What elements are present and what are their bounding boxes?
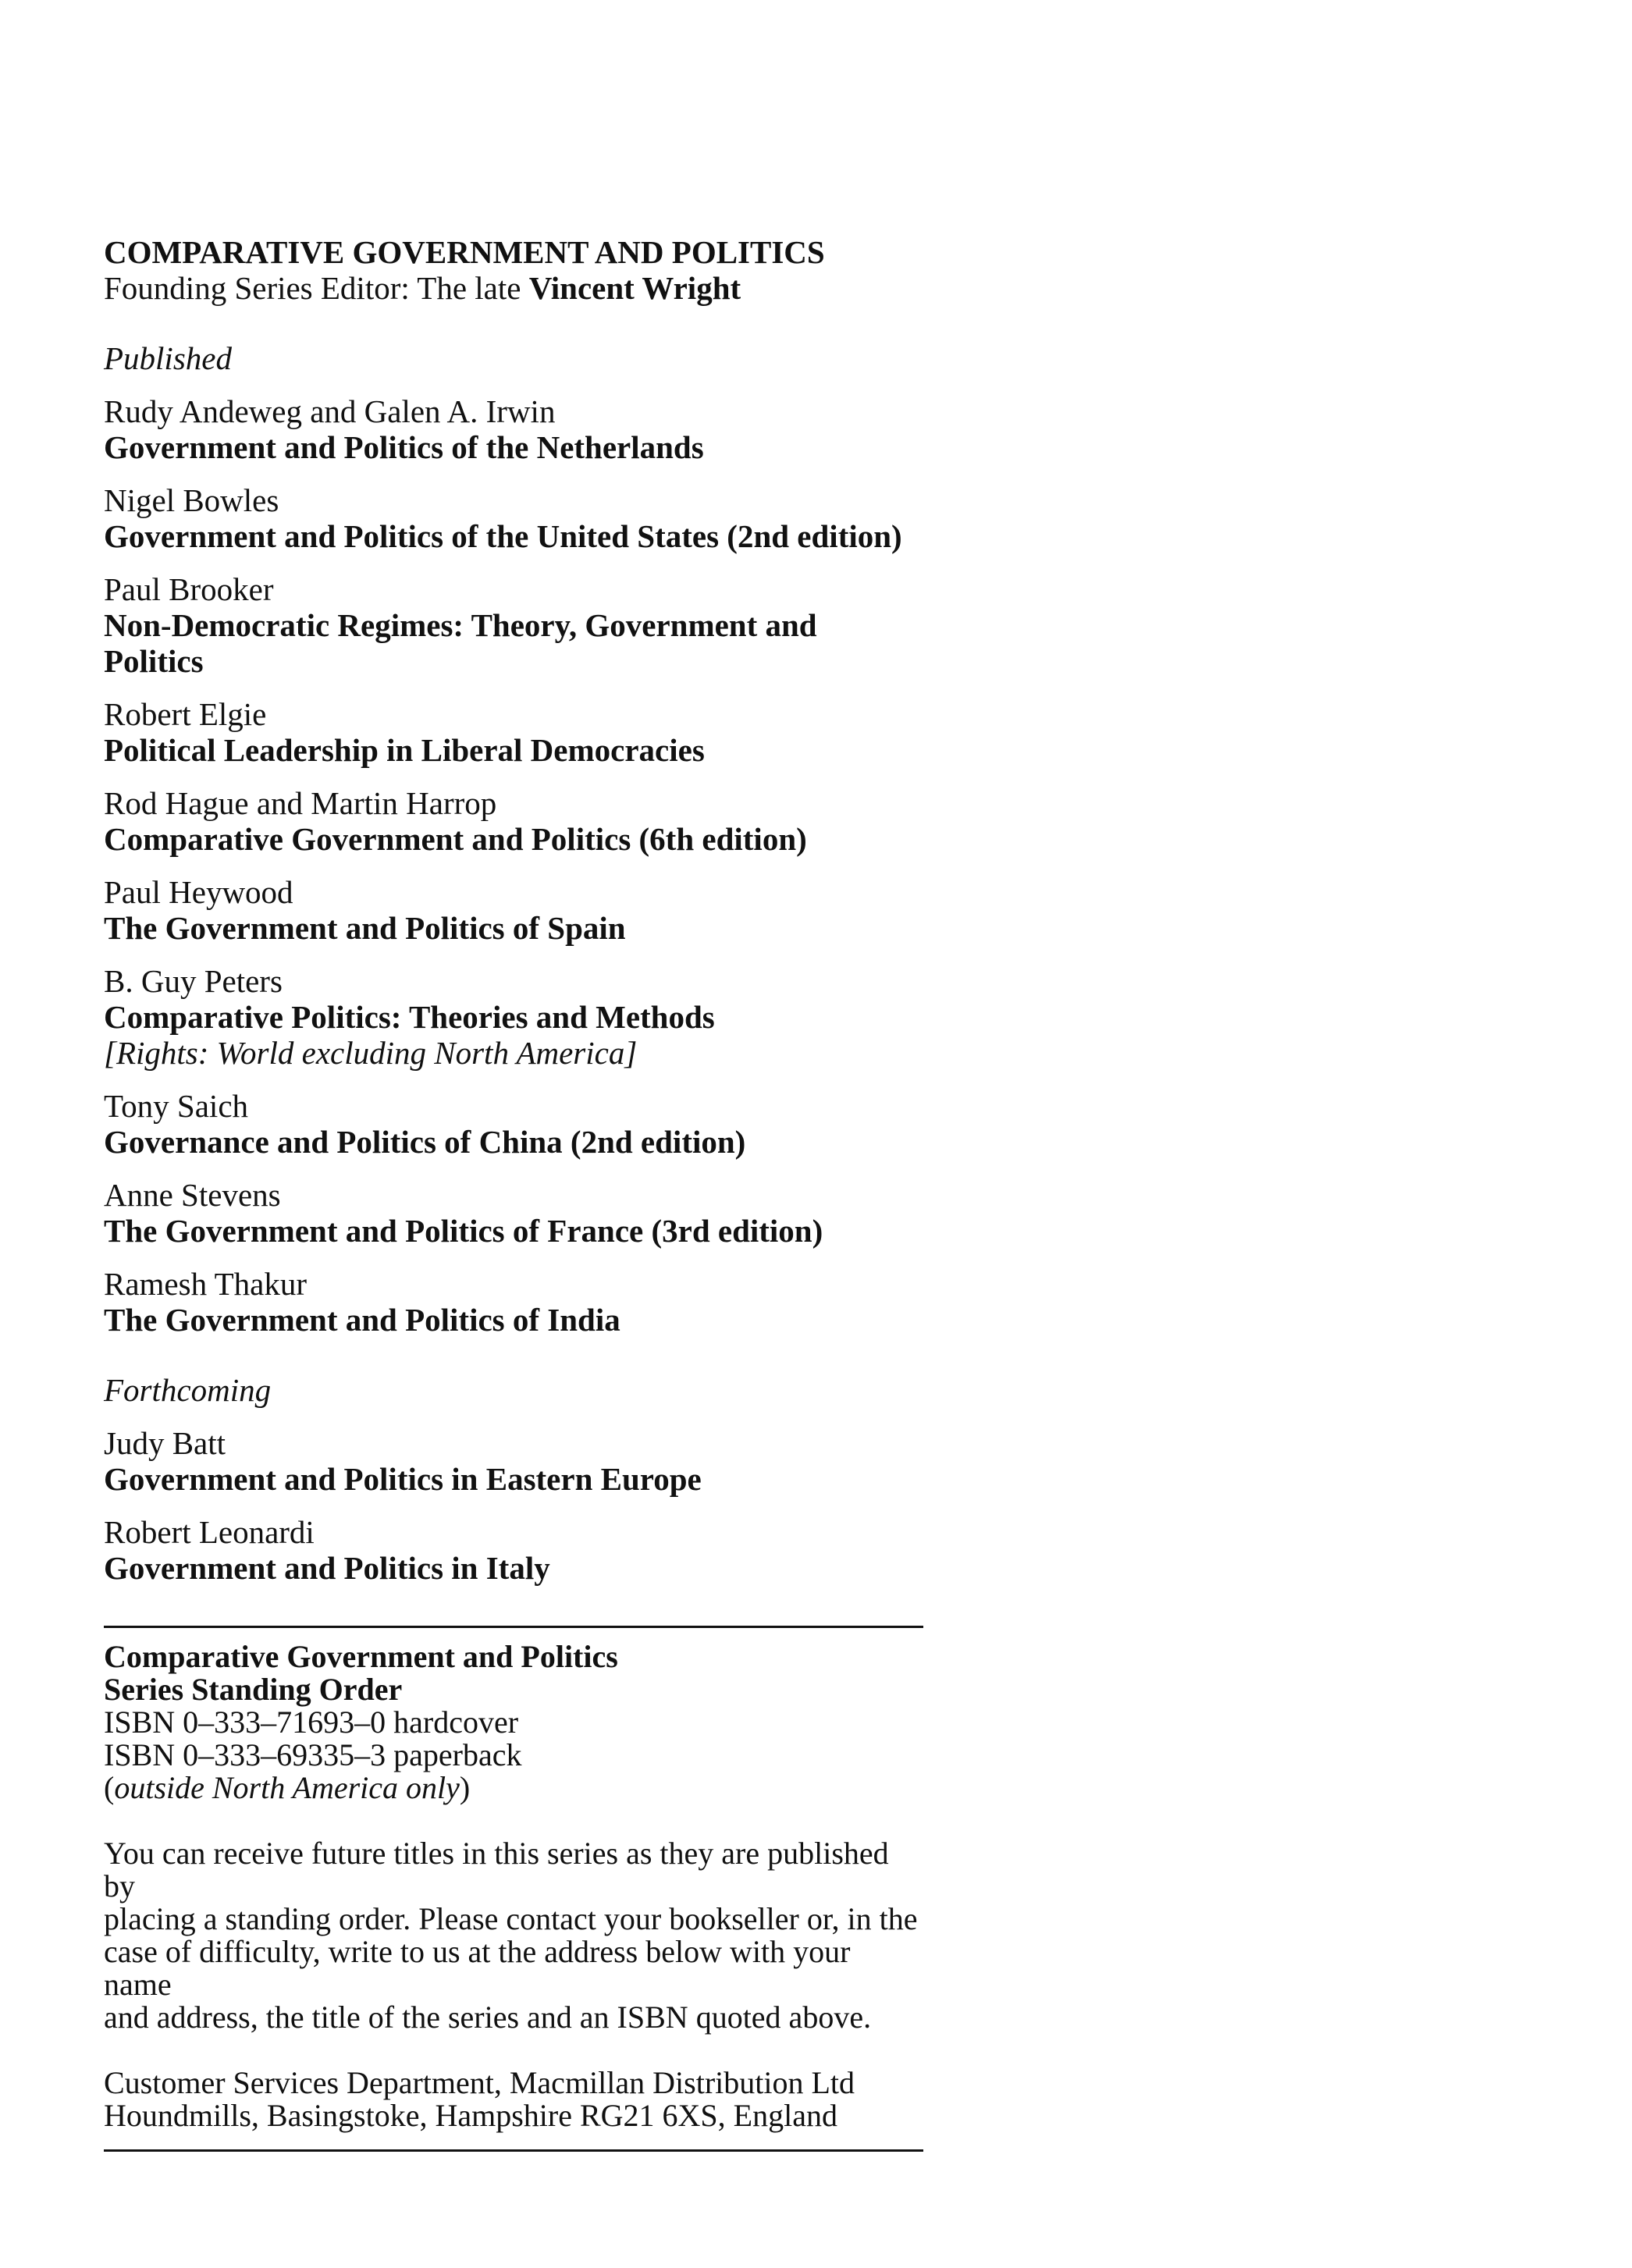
- book-entry: [104, 696, 923, 768]
- book-entry: [104, 1177, 923, 1249]
- book-entry: [104, 785, 923, 857]
- book-author: B. Guy Peters: [104, 963, 283, 999]
- region-note: [104, 1772, 923, 1804]
- book-author: Robert Elgie: [104, 696, 267, 732]
- book-entry: [104, 1514, 923, 1586]
- series-editor-line: [104, 270, 923, 306]
- book-entry: [104, 874, 923, 946]
- address-line: Houndmills, Basingstoke, Hampshire RG21 6XS, England: [104, 2098, 837, 2133]
- book-entry: [104, 393, 923, 465]
- book-entry: [104, 1266, 923, 1338]
- instructions-line: and address, the title of the series and an ISBN quoted above.: [104, 2000, 872, 2035]
- book-author: Judy Batt: [104, 1425, 226, 1461]
- book-title: Government and Politics of the Netherlands: [104, 429, 704, 465]
- standing-order-instructions: [104, 1837, 923, 2034]
- book-title: Government and Politics in Eastern Europe: [104, 1461, 702, 1497]
- region-note-open: (: [104, 1770, 115, 1805]
- book-title: Governance and Politics of China (2nd edition): [104, 1124, 746, 1160]
- book-author: Rod Hague and Martin Harrop: [104, 785, 497, 821]
- book-title: The Government and Politics of France (3rd edition): [104, 1213, 823, 1249]
- book-entry: [104, 1425, 923, 1497]
- standing-order-box: [104, 1626, 923, 2152]
- book-author: Nigel Bowles: [104, 482, 279, 518]
- instructions-line: case of difficulty, write to us at the address below with your name: [104, 1934, 851, 2002]
- editor-prefix: Founding Series Editor: The late: [104, 270, 529, 306]
- region-note-close: ): [459, 1770, 471, 1805]
- book-author: Ramesh Thakur: [104, 1266, 307, 1302]
- book-title: Non-Democratic Regimes: Theory, Government and Politics: [104, 607, 817, 679]
- address-line: Customer Services Department, Macmillan Distribution Ltd: [104, 2065, 855, 2100]
- book-title: Comparative Politics: Theories and Methods: [104, 999, 715, 1035]
- forthcoming-label: Forthcoming: [104, 1372, 272, 1408]
- book-title: Government and Politics of the United States (2nd edition): [104, 518, 902, 554]
- standing-order-subheading: Series Standing Order: [104, 1672, 403, 1707]
- book-rights-note: [Rights: World excluding North America]: [104, 1035, 638, 1071]
- book-entry: [104, 963, 923, 1071]
- series-page: [104, 234, 923, 1603]
- published-label: Published: [104, 340, 232, 376]
- book-title: Comparative Government and Politics (6th edition): [104, 821, 807, 857]
- book-author: Robert Leonardi: [104, 1514, 315, 1550]
- region-note-text: outside North America only: [114, 1770, 460, 1805]
- book-author: Paul Brooker: [104, 571, 274, 607]
- isbn-hardcover: ISBN 0–333–71693–0 hardcover: [104, 1705, 519, 1740]
- book-author: Anne Stevens: [104, 1177, 281, 1213]
- standing-order-heading: Comparative Government and Politics: [104, 1639, 618, 1674]
- editor-name: Vincent Wright: [528, 270, 741, 306]
- customer-services-address: [104, 2067, 923, 2132]
- book-title: Government and Politics in Italy: [104, 1550, 550, 1586]
- book-author: Rudy Andeweg and Galen A. Irwin: [104, 393, 556, 429]
- book-entry: [104, 1088, 923, 1160]
- book-author: Tony Saich: [104, 1088, 249, 1124]
- book-entry: [104, 571, 923, 679]
- book-title: The Government and Politics of Spain: [104, 910, 626, 946]
- book-title: The Government and Politics of India: [104, 1302, 620, 1338]
- book-entry: [104, 482, 923, 554]
- instructions-line: placing a standing order. Please contact your bookseller or, in the: [104, 1901, 918, 1936]
- book-title: Political Leadership in Liberal Democracies: [104, 732, 705, 768]
- isbn-paperback: ISBN 0–333–69335–3 paperback: [104, 1737, 522, 1772]
- book-author: Paul Heywood: [104, 874, 293, 910]
- instructions-line: You can receive future titles in this series as they are published by: [104, 1836, 889, 1904]
- series-title: COMPARATIVE GOVERNMENT AND POLITICS: [104, 234, 825, 270]
